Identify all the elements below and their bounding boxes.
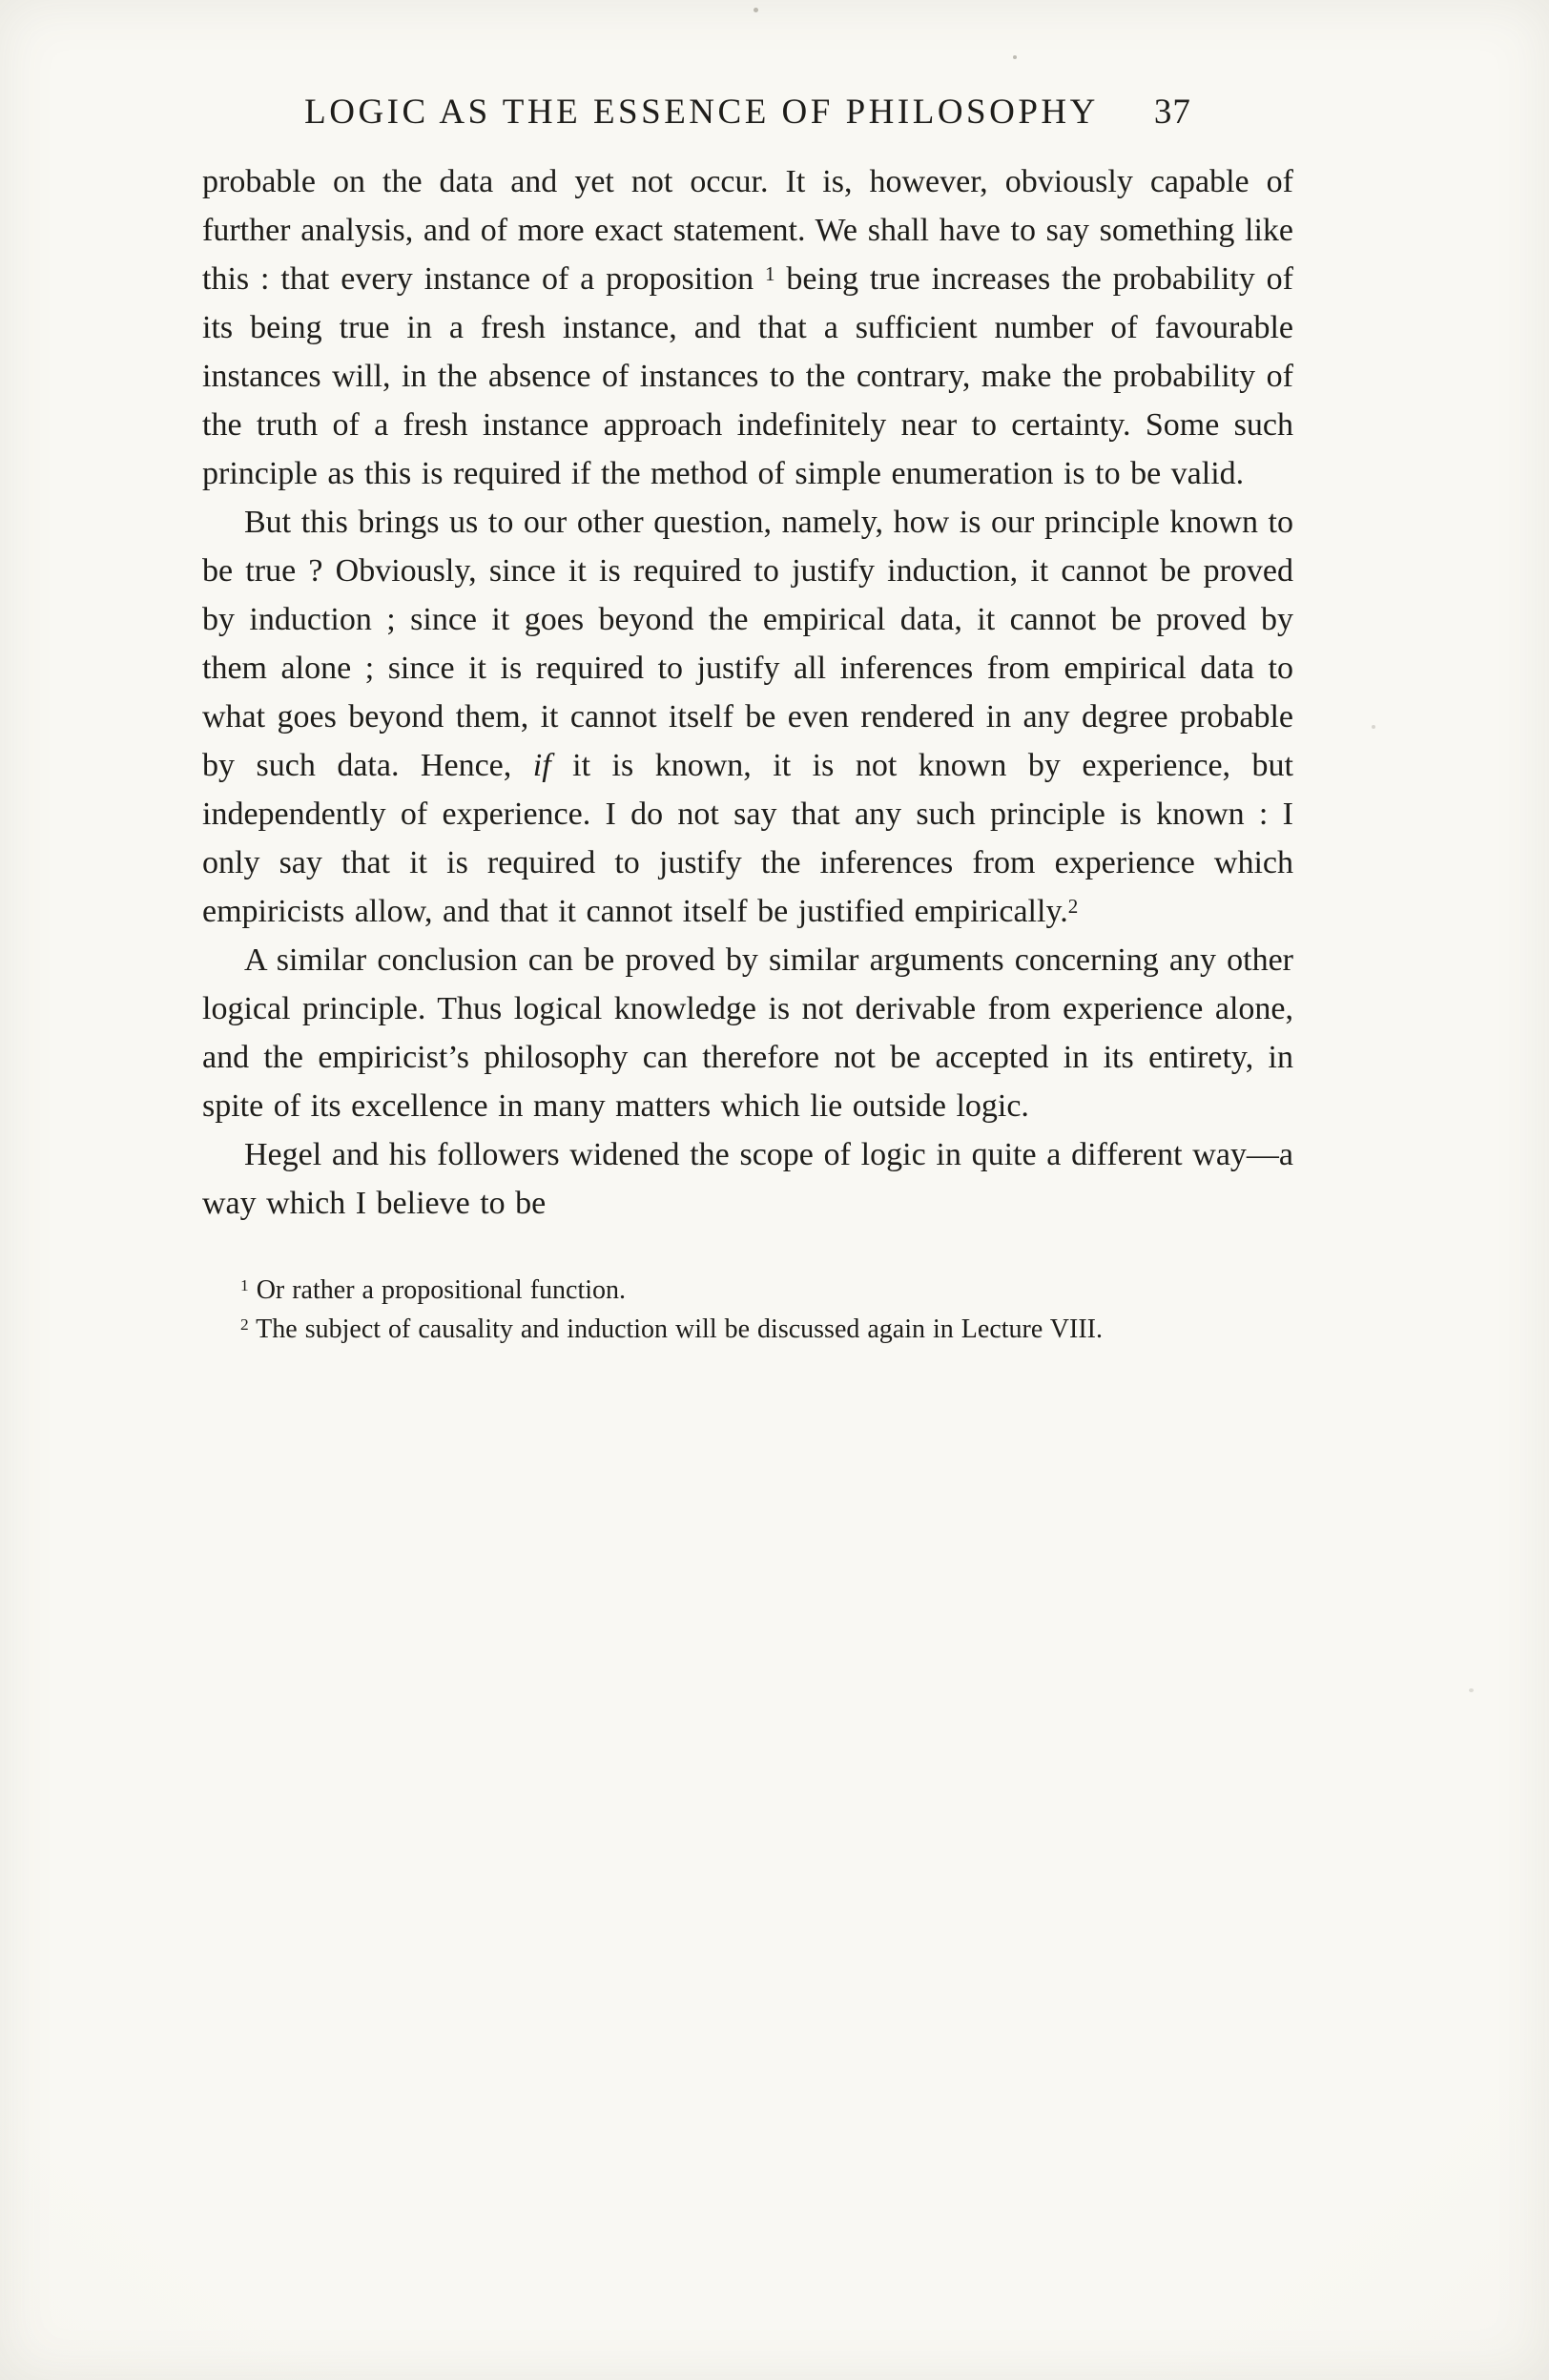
text-block [202,157,1293,1228]
footnote-1 [202,1272,1293,1311]
scan-speck [1372,725,1375,729]
page-number: 37 [1153,93,1191,132]
footnote-2 [202,1311,1293,1350]
footnote-1-marker: 1 [240,1276,249,1295]
paragraph-2 [202,498,1293,936]
footnote-2-text: The subject of causality and induction will be discussed again in Lecture VIII. [248,1314,1103,1344]
paragraph-2-text-b: it is known, it is not known by experience, but independently of experience. I do not say that any such principle is known : I only say that it is required to justify the inferences from experience which empiricists allow, and that it cannot itself be justified empirically. [202,748,1293,929]
scan-speck [1469,1688,1474,1692]
header-title: LOGIC AS THE ESSENCE OF PHILOSOPHY [304,93,1099,132]
paragraph-1-text-a: probable on the data and yet not occur. It is, however, obviously capable of further analysis, and of more exact statement. We shall have to say something like this : that every instance of a proposition [202,164,1293,297]
footnote-2-marker: 2 [240,1314,249,1334]
footnote-ref-2: 2 [1067,894,1079,918]
footnote-ref-1: 1 [764,261,775,285]
paragraph-1-text-b: being true increases the probability of its being true in a fresh instance, and that a sufficient number of favourable instances will, in the absence of instances to the contrary, make the probability of the truth of a fresh instance approach indefinitely near to certainty. Some such principle as this is required if the method of simple enumeration is to be valid. [202,261,1293,491]
italic-word-if: if [532,748,551,783]
paragraph-1 [202,157,1293,498]
scan-speck [1013,55,1017,59]
footnote-1-text: Or rather a propositional function. [248,1275,627,1305]
paragraph-2-text-a: But this brings us to our other question, namely, how is our principle known to be true ? Obviously, since it is required to justify induction, it cannot be proved by induction ; since it goes beyond the empirical data, it cannot be proved by them alone ; since it is required to justify all inferences from empirical data to what goes beyond them, it cannot itself be even rendered in any degree probable by such data. Hence, [202,505,1293,783]
footnotes-section [202,1272,1293,1349]
scan-speck [754,8,758,12]
paragraph-4: Hegel and his followers widened the scope of logic in quite a different way—a way which I believe to be [202,1137,1293,1221]
paragraph-3: A similar conclusion can be proved by similar arguments concerning any other logical principle. Thus logical knowledge is not derivable from experience alone, and the empiricist’s philosophy can therefore not be accepted in its entirety, in spite of its excellence in many matters which lie outside logic. [202,942,1293,1124]
running-header [202,92,1293,133]
